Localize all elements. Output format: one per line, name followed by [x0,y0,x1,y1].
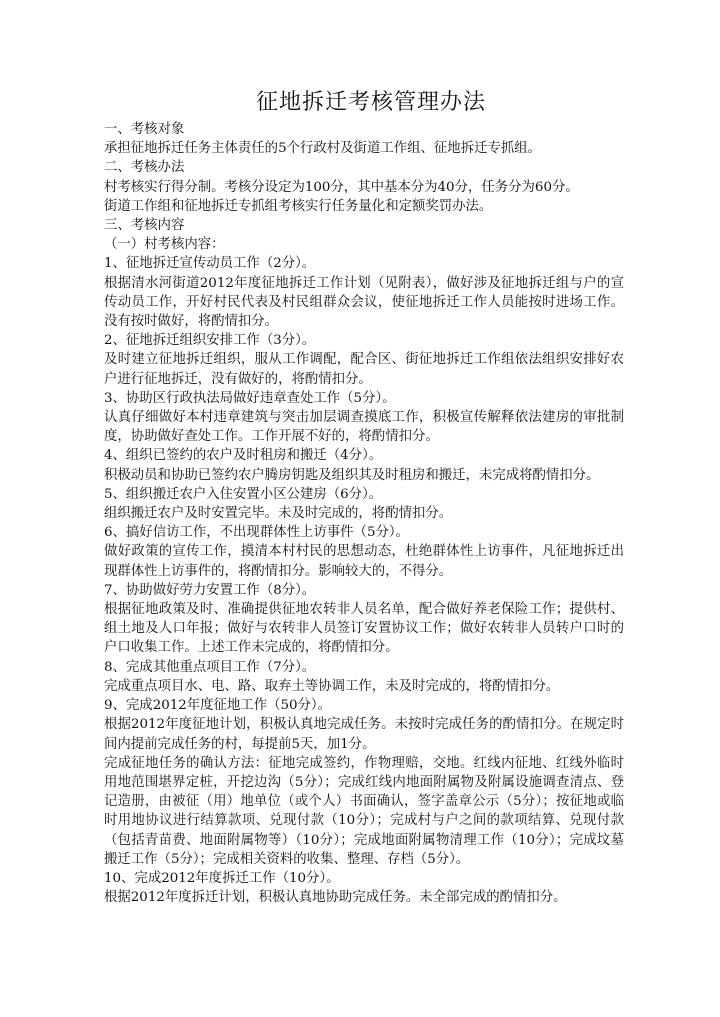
item-heading: 5、组织搬迁农户入住安置小区公建房（6分）。 [104,486,383,502]
paragraph: 做好政策的宣传工作，摸清本村村民的思想动态，杜绝群体性上访事件，凡征地拆迁出现群体性上访事件的，将酌情扣分。影响较大的，不得分。 [104,544,624,579]
paragraph: 积极动员和协助已签约农户腾房钥匙及组织其及时租房和搬迁，未完成将酌情扣分。 [104,467,600,483]
paragraph: 承担征地拆迁任务主体责任的5个行政村及街道工作组、征地拆迁专抓组。 [104,141,542,157]
paragraph: 完成征地任务的确认方法：征地完成签约，作物理赔，交地。红线内征地、红线外临时用地范围堪界定桩，开挖边沟（5分）；完成红线内地面附属物及附属设施调查清点、登记造册，由被征（用）地单位（或个人）书面确认，签字盖章公示（5分）；按征地或临时用地协议进行结算款项、兑现付款（10分）；完成村与户之间的款项结算、兑现付款（包括青苗费、地面附属物等）（10分）；完成地面附属物清理工作（10分）；完成坟墓搬迁工作（5分）；完成相关资料的收集、整理、存档（5分）。 [104,755,624,867]
paragraph: 村考核实行得分制。考核分设定为100分，其中基本分为40分，任务分为60分。 [104,179,579,195]
item-heading: 9、完成2012年度征地工作（50分）。 [104,698,332,714]
paragraph: 根据征地政策及时、准确提供征地农转非人员名单，配合做好养老保险工作；提供村、组土地及人口年报；做好与农转非人员签订安置协议工作；做好农转非人员转户口时的户口收集工作。上述工作未完成的，将酌情扣分。 [104,602,624,656]
paragraph: 街道工作组和征地拆迁专抓组考核实行任务量化和定额奖罚办法。 [104,198,493,214]
section-heading: 二、考核办法 [104,160,185,176]
document-page [104,88,624,907]
subsection-heading: （一）村考核内容： [104,237,225,253]
paragraph: 根据清水河街道2012年度征地拆迁工作计划（见附表），做好涉及征地拆迁组与户的宣传动员工作，开好村民代表及村民组群众会议，使征地拆迁工作人员能按时进场工作。没有按时做好，将酌情扣分。 [104,275,624,330]
paragraph: 认真仔细做好本村违章建筑与突击加层调查摸底工作，积极宣传解释依法建房的审批制度，协助做好查处工作。工作开展不好的，将酌情扣分。 [104,410,624,445]
paragraph: 根据2012年度征地计划，积极认真地完成任务。未按时完成任务的酌情扣分。在规定时间内提前完成任务的村，每提前5天，加1分。 [104,717,624,752]
item-heading: 4、组织已签约的农户及时租房和搬迁（4分）。 [104,448,383,464]
paragraph: 完成重点项目水、电、路、取弃土等协调工作，未及时完成的，将酌情扣分。 [104,678,560,694]
paragraph: 及时建立征地拆迁组织，服从工作调配，配合区、街征地拆迁工作组依法组织安排好农户进行征地拆迁，没有做好的，将酌情扣分。 [104,352,624,387]
paragraph: 根据2012年度拆迁计划，积极认真地协助完成任务。未全部完成的酌情扣分。 [104,890,567,906]
section-heading: 一、考核对象 [104,122,185,137]
item-heading: 10、完成2012年度拆迁工作（10分）。 [104,870,340,886]
paragraph: 组织搬迁农户及时安置完毕。未及时完成的，将酌情扣分。 [104,506,453,522]
item-heading: 8、完成其他重点项目工作（7分）。 [104,659,316,675]
item-heading: 1、征地拆迁宣传动员工作（2分）。 [104,256,316,272]
item-heading: 6、搞好信访工作，不出现群体性上访事件（5分）。 [104,525,409,541]
item-heading: 2、征地拆迁组织安排工作（3分）。 [104,333,316,349]
document-title: 征地拆迁考核管理办法 [255,90,486,115]
document-body [104,120,624,907]
section-heading: 三、考核内容 [104,218,185,234]
item-heading: 3、协助区行政执法局做好违章查处工作（5分）。 [104,390,396,406]
item-heading: 7、协助做好劳力安置工作（8分）。 [104,582,316,598]
